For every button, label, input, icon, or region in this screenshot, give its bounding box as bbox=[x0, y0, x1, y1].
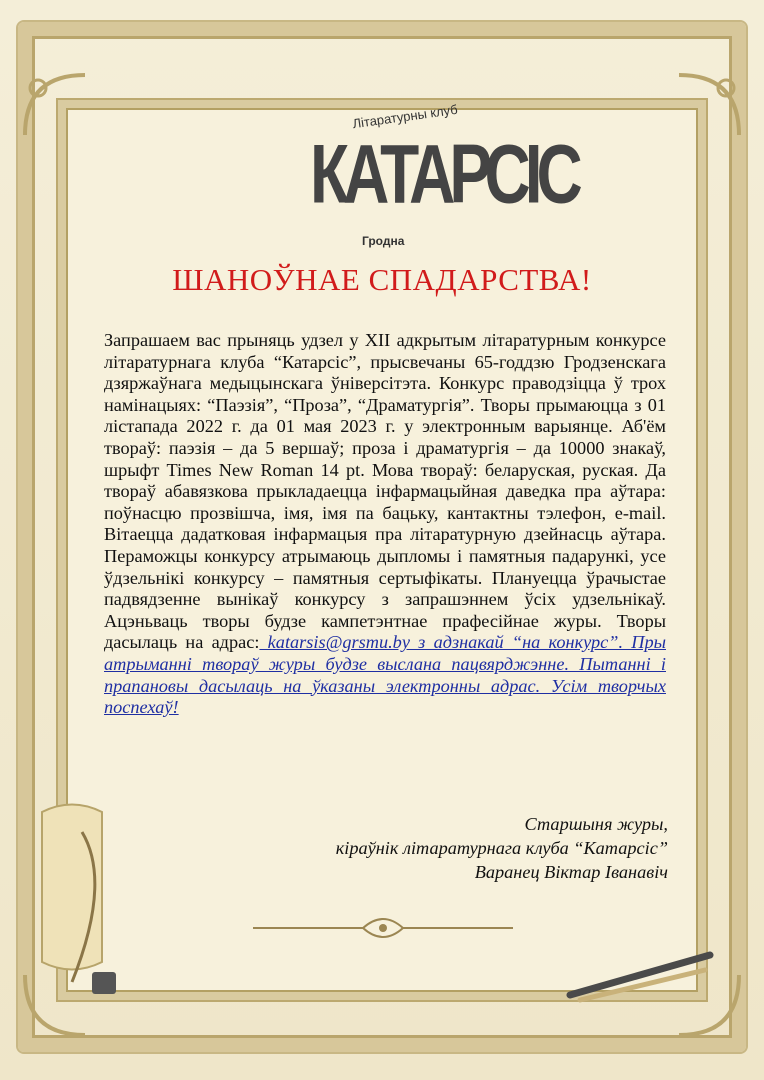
invitation-paragraph bbox=[104, 330, 666, 719]
club-logo bbox=[300, 96, 577, 261]
invitation-text: Запрашаем вас прыняць удзел у XII адкрытым літаратурным конкурсе літаратурнага клуба “Катарсіс”, прысвечаны 65-годдзю Гродзенскага дзяржаўнага медыцынскага ўніверсітэта. Конкурс праводзіцца ў трох намінацыях: “Паэзія”, “Проза”, “Драматургія”. Творы прымаюцца з 01 лістапада 2022 г. да 01 мая 2023 г. у электронным варыянце. Аб'ём твораў: паэзія – да 5 вершаў; проза і драматургія – да 10000 знакаў, шрыфт Times New Roman 14 pt. Мова твораў: беларуская, руская. Да твораў абавязкова прыкладаецца інфармацыйная даведка пра аўтара: поўнасцю прозвішча, імя, імя па бацьку, кантактны тэлефон, e-mail. Вітаецца дадатковая інфармацыя пра літаратурную дзейнасць аўтара. Пераможцы конкурсу атрымаюць дыпломы і памятныя падарункі, усе ўдзельнікі конкурсу – памятныя сертыфікаты. Плануецца ўрачыстае падвядзенне вынікаў конкурсу з запрашэннем ўсіх удзельнікаў. Ацэньваць творы будзе кампетэнтнае прафесійнае журы. Творы дасылаць на адрас: bbox=[104, 330, 666, 653]
logo-city: Гродна bbox=[362, 234, 405, 248]
logo-name: КАТАРСІС bbox=[310, 127, 577, 221]
email-link[interactable]: katarsis@grsmu.by з адзнакай “на конкурс”. Пры атрыманні твораў журы будзе выслана пацвярджэнне. Пытанні і прапановы дасылаць на ўказаны электронны адрас. Усім творчых поспехаў! bbox=[104, 632, 666, 718]
signature-position: кіраўнік літаратурнага клуба “Катарсіс” bbox=[335, 838, 668, 858]
signature-name: Варанец Віктар Іванавіч bbox=[474, 862, 668, 882]
signature-block bbox=[208, 812, 668, 884]
scroll-quill-icon bbox=[22, 792, 132, 1002]
corner-ornament-icon bbox=[20, 70, 90, 140]
invitation-body bbox=[104, 330, 666, 719]
signature-role: Старшыня журы, bbox=[524, 814, 668, 834]
ornamental-divider-icon bbox=[248, 908, 518, 948]
fountain-pen-icon bbox=[560, 940, 720, 1010]
page-title: ШАНОЎНАЕ СПАДАРСТВА! bbox=[172, 262, 592, 297]
logo-club-label: Літаратурны клуб bbox=[351, 101, 459, 132]
corner-ornament-icon bbox=[674, 70, 744, 140]
